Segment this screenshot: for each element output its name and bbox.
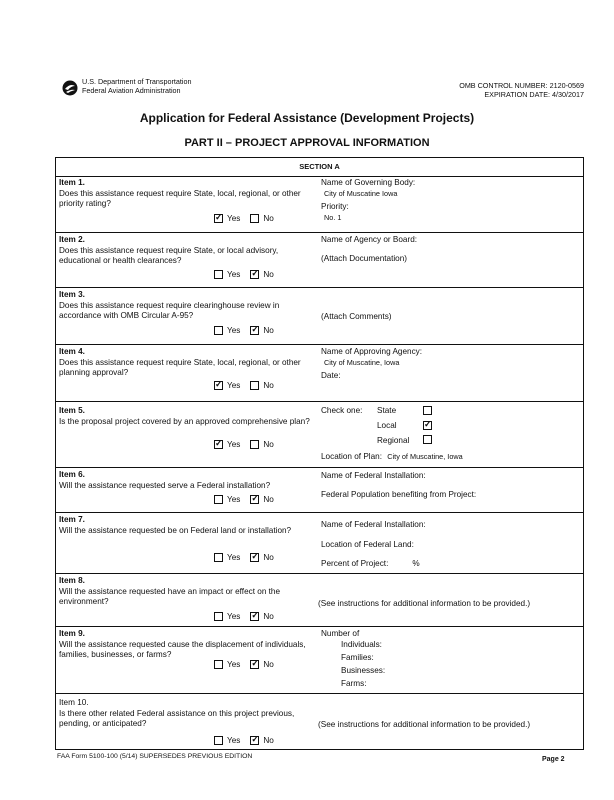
local-option-label: Local <box>377 421 397 430</box>
item-5-label: Item 5. <box>59 406 85 415</box>
item-4-yes-checkbox[interactable] <box>214 381 223 390</box>
item-10-yes-checkbox[interactable] <box>214 736 223 745</box>
yes-label: Yes <box>227 553 241 562</box>
item-4-row <box>56 345 583 402</box>
regional-checkbox[interactable] <box>423 435 432 444</box>
item-8-yes-checkbox[interactable] <box>214 612 223 621</box>
item-3-text: Does this assistance request require clearinghouse review in accordance with OMB Circular A-95? <box>59 300 280 320</box>
percent-of-project-value[interactable]: % <box>412 559 420 568</box>
farms-label: Farms: <box>341 679 367 688</box>
item-5-no-checkbox[interactable] <box>250 440 259 449</box>
omb-control-number: OMB CONTROL NUMBER: 2120-0569 <box>459 81 584 90</box>
item-10-no-checkbox[interactable] <box>250 736 259 745</box>
yes-label: Yes <box>227 270 241 279</box>
item-6-row <box>56 468 583 513</box>
item-6-no-checkbox[interactable] <box>250 495 259 504</box>
check-one-label: Check one: <box>321 406 363 415</box>
item-10-row <box>56 694 583 751</box>
item-2-no-checkbox[interactable] <box>250 270 259 279</box>
page-number: Page 2 <box>542 756 565 763</box>
form-number: FAA Form 5100-100 (5/14) SUPERSEDES PREVIOUS EDITION <box>57 753 253 760</box>
state-checkbox[interactable] <box>423 406 432 415</box>
item-2-text: Does this assistance request require State, or local advisory, educational or health clearances? <box>59 245 279 265</box>
agency-line-1: U.S. Department of Transportation <box>82 77 192 86</box>
item-2-label: Item 2. <box>59 235 85 244</box>
no-label: No <box>263 660 274 669</box>
item-3-label: Item 3. <box>59 290 85 299</box>
no-label: No <box>263 270 274 279</box>
approving-agency-value[interactable]: City of Muscatine, Iowa <box>324 357 400 367</box>
part-title: PART II – PROJECT APPROVAL INFORMATION <box>184 137 430 149</box>
item-10-yes-no <box>214 736 280 745</box>
yes-label: Yes <box>227 495 241 504</box>
item-8-no-checkbox[interactable] <box>250 612 259 621</box>
attach-comments-label: (Attach Comments) <box>321 312 392 321</box>
item-1-label: Item 1. <box>59 178 85 187</box>
item-2-yes-checkbox[interactable] <box>214 270 223 279</box>
item-1-text: Does this assistance request require State, local, regional, or other priority rating? <box>59 188 301 208</box>
item-8-row <box>56 574 583 627</box>
agency-line-2: Federal Aviation Administration <box>82 85 181 95</box>
date-label: Date: <box>321 371 341 380</box>
item-5-yes-no <box>214 440 280 449</box>
item-6-yes-no <box>214 495 280 504</box>
item-4-details <box>321 347 581 385</box>
item-7-question <box>59 515 321 536</box>
item-6-question <box>59 470 329 491</box>
item-10-label: Item 10. <box>59 698 89 707</box>
item-7-row <box>56 513 583 574</box>
item-3-question <box>59 290 321 322</box>
item-4-question <box>59 347 321 379</box>
item-6-yes-checkbox[interactable] <box>214 495 223 504</box>
state-option-label: State <box>377 406 397 415</box>
percent-of-project-label: Percent of Project: <box>321 559 389 568</box>
item-6-text: Will the assistance requested serve a Federal installation? <box>59 480 271 490</box>
see-instructions-note: (See instructions for additional information to be provided.) <box>318 720 531 729</box>
governing-body-value[interactable]: City of Muscatine Iowa <box>324 188 398 198</box>
families-label: Families: <box>341 653 374 662</box>
item-2-yes-no <box>214 270 280 279</box>
federal-installation-label: Name of Federal Installation: <box>321 471 426 480</box>
no-label: No <box>263 214 274 223</box>
item-5-row <box>56 402 583 468</box>
item-1-row <box>56 176 583 233</box>
item-7-yes-checkbox[interactable] <box>214 553 223 562</box>
item-3-yes-no <box>214 326 280 335</box>
agency-name <box>82 78 191 95</box>
item-1-no-checkbox[interactable] <box>250 214 259 223</box>
item-3-no-checkbox[interactable] <box>250 326 259 335</box>
agency-board-label: Name of Agency or Board: <box>321 235 418 244</box>
item-7-label: Item 7. <box>59 515 85 524</box>
yes-label: Yes <box>227 440 241 449</box>
item-3-yes-checkbox[interactable] <box>214 326 223 335</box>
item-9-label: Item 9. <box>59 629 85 638</box>
yes-label: Yes <box>227 612 241 621</box>
item-4-text: Does this assistance request require State, local, regional, or other planning approval? <box>59 357 301 377</box>
item-10-text: Is there other related Federal assistance on this project previous, pending, or anticipated? <box>59 708 295 728</box>
yes-label: Yes <box>227 214 241 223</box>
see-instructions-note: (See instructions for additional information to be provided.) <box>318 599 531 608</box>
yes-label: Yes <box>227 381 241 390</box>
no-label: No <box>263 326 274 335</box>
priority-value[interactable]: No. 1 <box>324 212 342 222</box>
no-label: No <box>263 440 274 449</box>
item-8-question <box>59 576 321 608</box>
item-2-row <box>56 233 583 288</box>
item-9-yes-no <box>214 660 280 669</box>
no-label: No <box>263 736 274 745</box>
item-5-question <box>59 406 321 427</box>
item-4-yes-no <box>214 381 280 390</box>
item-1-yes-no <box>214 214 280 223</box>
federal-population-label: Federal Population benefiting from Project: <box>321 489 477 499</box>
item-1-question <box>59 178 321 210</box>
item-6-details <box>321 471 581 503</box>
local-checkbox[interactable] <box>423 421 432 430</box>
no-label: No <box>263 553 274 562</box>
item-1-yes-checkbox[interactable] <box>214 214 223 223</box>
governing-body-label: Name of Governing Body: <box>321 178 416 187</box>
omb-info <box>459 82 584 99</box>
location-of-plan-value[interactable]: City of Muscatine, Iowa <box>387 452 463 461</box>
item-10-details <box>318 720 578 734</box>
location-of-plan-label: Location of Plan: <box>321 452 382 461</box>
item-5-yes-checkbox[interactable] <box>214 440 223 449</box>
attach-documentation-label: (Attach Documentation) <box>321 253 408 263</box>
regional-option-label: Regional <box>377 436 410 445</box>
individuals-label: Individuals: <box>341 640 382 649</box>
yes-label: Yes <box>227 660 241 669</box>
item-4-label: Item 4. <box>59 347 85 356</box>
federal-installation-label: Name of Federal Installation: <box>321 520 426 529</box>
no-label: No <box>263 612 274 621</box>
item-7-no-checkbox[interactable] <box>250 553 259 562</box>
item-8-text: Will the assistance requested have an impact or effect on the environment? <box>59 586 281 606</box>
section-header: SECTION A <box>56 158 583 177</box>
item-3-details <box>321 312 581 326</box>
item-8-label: Item 8. <box>59 576 85 585</box>
item-7-text: Will the assistance requested be on Federal land or installation? <box>59 525 292 535</box>
item-3-row <box>56 288 583 345</box>
document-title: Application for Federal Assistance (Development Projects) <box>139 111 475 125</box>
item-8-details <box>318 599 578 613</box>
item-8-yes-no <box>214 612 280 621</box>
item-9-no-checkbox[interactable] <box>250 660 259 669</box>
item-5-text: Is the proposal project covered by an approved comprehensive plan? <box>59 416 310 426</box>
item-9-row <box>56 627 583 694</box>
no-label: No <box>263 495 274 504</box>
item-2-question <box>59 235 321 267</box>
item-9-question <box>59 629 321 661</box>
yes-label: Yes <box>227 736 241 745</box>
businesses-label: Businesses: <box>341 666 386 675</box>
item-9-yes-checkbox[interactable] <box>214 660 223 669</box>
federal-land-location-label: Location of Federal Land: <box>321 539 414 549</box>
dot-logo-icon <box>62 80 78 96</box>
no-label: No <box>263 381 274 390</box>
priority-label: Priority: <box>321 202 349 211</box>
item-7-details <box>321 520 581 573</box>
item-6-label: Item 6. <box>59 470 85 479</box>
section-a-table <box>55 157 584 750</box>
item-1-details <box>321 178 581 226</box>
expiration-date: EXPIRATION DATE: 4/30/2017 <box>484 89 584 99</box>
yes-label: Yes <box>227 326 241 335</box>
item-9-details <box>321 629 581 690</box>
item-9-text: Will the assistance requested cause the displacement of individuals, families, businesses, or farms? <box>59 639 306 659</box>
item-4-no-checkbox[interactable] <box>250 381 259 390</box>
item-7-yes-no <box>214 553 280 562</box>
number-of-label: Number of <box>321 629 360 638</box>
item-2-details <box>321 235 581 267</box>
item-10-question <box>59 698 321 730</box>
approving-agency-label: Name of Approving Agency: <box>321 347 423 356</box>
item-5-details <box>321 406 581 466</box>
